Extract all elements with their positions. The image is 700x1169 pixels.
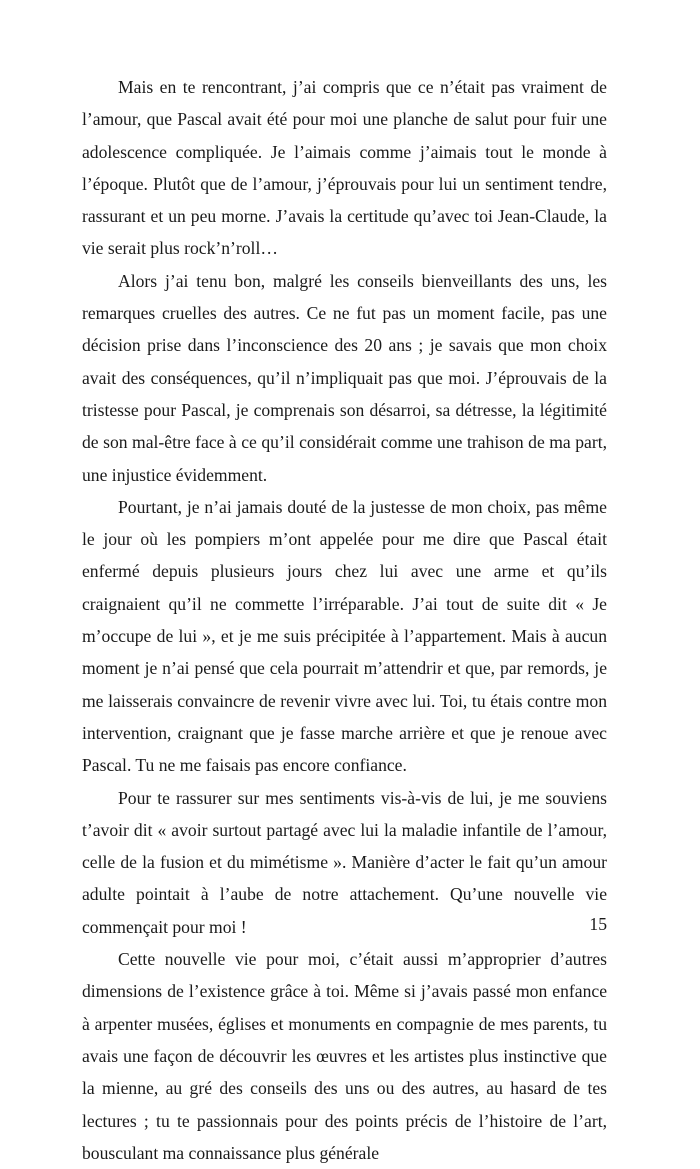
page-number: 15 (589, 914, 607, 934)
paragraph: Pour te rassurer sur mes sentiments vis-à-vis de lui, je me souviens t’avoir dit « avoir surtout partagé avec lui la maladie infantile de l’amour, celle de la fusion et du mimétisme ». Manière d’acter le fait qu’un amour adulte pointait à l’aube de notre attachement. Qu’une nouvelle vie commençait pour moi ! (82, 787, 607, 937)
paragraph: Mais en te rencontrant, j’ai compris que ce n’était pas vraiment de l’amour, que Pascal avait été pour moi une planche de salut pour fuir une adolescence compliquée. Je l’aimais comme j’aimais tout le monde à l’époque. Plutôt que de l’amour, j’éprouvais pour lui un sentiment tendre, rassurant et un peu morne. J’avais la certitude qu’avec toi Jean-Claude, la vie serait plus rock’n’roll… (82, 77, 607, 259)
paragraph: Cette nouvelle vie pour moi, c’était aussi m’approprier d’autres dimensions de l’existence grâce à toi. Même si j’avais passé mon enfance à arpenter musées, églises et monuments en compagnie de mes parents, tu avais une façon de découvrir les œuvres et les artistes plus instinctive que la mienne, au gré des conseils des uns ou des autres, au hasard de tes lectures ; tu te passionnais pour des points précis de l’histoire de l’art, bousculant ma connaissance plus générale (82, 949, 607, 1163)
paragraph: Pourtant, je n’ai jamais douté de la justesse de mon choix, pas même le jour où les pompiers m’ont appelée pour me dire que Pascal était enfermé depuis plusieurs jours chez lui avec une arme et qu’ils craignaient qu’il ne commette l’irréparable. J’ai tout de suite dit « Je m’occupe de lui », et je me suis précipitée à l’appartement. Mais à aucun moment je n’ai pensé que cela pourrait m’attendrir et que, par remords, je me laisserais convaincre de revenir vivre avec lui. Toi, tu étais contre mon intervention, craignant que je fasse marche arrière et que je renoue avec Pascal. Tu ne me faisais pas encore confiance. (82, 496, 607, 776)
paragraph: Alors j’ai tenu bon, malgré les conseils bienveillants des uns, les remarques cruelles des autres. Ce ne fut pas un moment facile, pas une décision prise dans l’inconscience des 20 ans ; je savais que mon choix avait des conséquences, qu’il n’impliquait pas que moi. J’éprouvais de la tristesse pour Pascal, je comprenais son désarroi, sa détresse, la légitimité de son mal-être face à ce qu’il considérait comme une trahison de ma part, une injustice évidemment. (82, 270, 607, 485)
page-body (82, 71, 607, 1169)
